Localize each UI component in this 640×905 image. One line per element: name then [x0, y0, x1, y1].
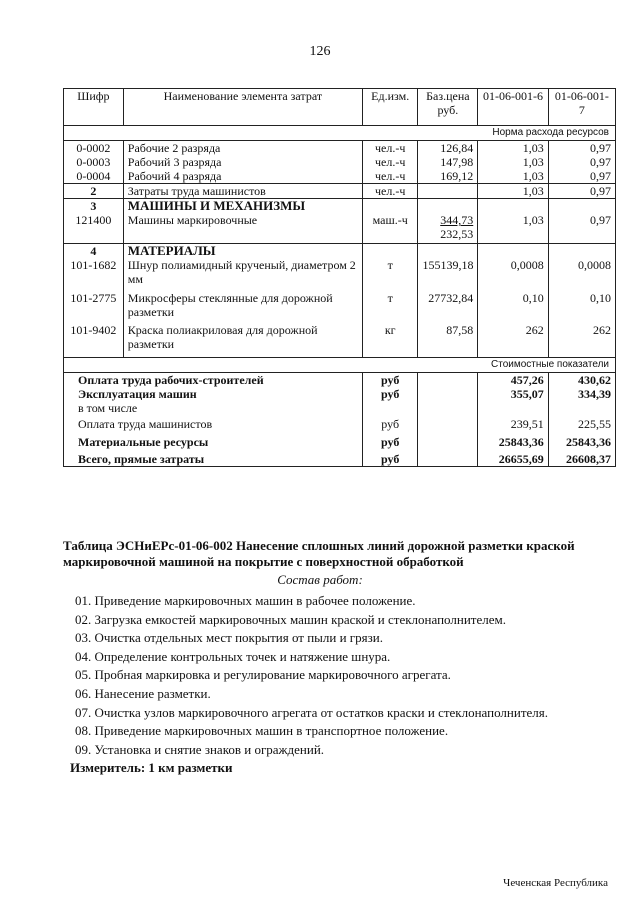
cost-value-a: 239,51: [478, 417, 548, 435]
header-unit: Ед.изм.: [362, 89, 418, 126]
list-item: 05. Пробная маркировка и регулирование маркировочного агрегата.: [75, 667, 451, 683]
cost-value-b: 25843,36: [548, 435, 615, 452]
row-value-b: 0,10: [548, 291, 615, 323]
cost-name: Материальные ресурсы: [64, 435, 363, 452]
row-value-b: 0,97: [548, 213, 615, 244]
row-value-b: 0,97: [548, 169, 615, 184]
norm-label: Норма расхода ресурсов: [64, 126, 616, 141]
table-row: [64, 169, 616, 184]
row-unit: т: [362, 291, 418, 323]
measurement-unit: Измеритель: 1 км разметки: [70, 760, 233, 775]
section-title: МАШИНЫ И МЕХАНИЗМЫ: [123, 199, 362, 214]
row-price: [418, 213, 478, 244]
works-title: Состав работ:: [277, 572, 363, 587]
row-code: 0-0002: [64, 141, 124, 156]
cost-row: [64, 373, 616, 388]
row-value-a: 1,03: [478, 213, 548, 244]
header-col-a: 01-06-001-6: [478, 89, 548, 126]
machine-row: [64, 213, 616, 244]
cost-including: в том числе: [64, 401, 363, 417]
resource-table: [63, 88, 616, 467]
row-price-secondary: 232,53: [440, 227, 474, 241]
cost-name: Эксплуатация машин: [64, 387, 363, 401]
cost-including-row: [64, 401, 616, 417]
list-item: 02. Загрузка емкостей маркировочных машин краской и стеклонаполнителем.: [75, 611, 506, 627]
header-col-b: 01-06-001-7: [548, 89, 615, 126]
header-base-price: Баз.цена руб.: [418, 89, 478, 126]
cost-name: Всего, прямые затраты: [64, 452, 363, 467]
row-value-a: 0,10: [478, 291, 548, 323]
cost-unit: руб: [362, 373, 418, 388]
cost-value-b: 225,55: [548, 417, 615, 435]
row-code: 0-0003: [64, 155, 124, 169]
cost-value-a: 457,26: [478, 373, 548, 388]
row-name: Рабочий 4 разряда: [123, 169, 362, 184]
row-code: 121400: [64, 213, 124, 244]
row-name: Микросферы стеклянные для дорожной разметки: [123, 291, 362, 323]
list-item: 08. Приведение маркировочных машин в транспортное положение.: [75, 723, 449, 739]
cost-total-row: [64, 452, 616, 467]
row-name: Рабочие 2 разряда: [123, 141, 362, 156]
cost-value-a: 355,07: [478, 387, 548, 401]
row-unit: чел.-ч: [362, 169, 418, 184]
row-price: 155139,18: [418, 258, 478, 291]
row-value-a: 262: [478, 323, 548, 358]
cost-row: [64, 387, 616, 401]
row-value-b: 0,97: [548, 155, 615, 169]
cost-value-b: 334,39: [548, 387, 615, 401]
row-name: Рабочий 3 разряда: [123, 155, 362, 169]
cost-unit: руб: [362, 435, 418, 452]
row-code: 2: [64, 184, 124, 199]
list-item: 06. Нанесение разметки.: [75, 685, 211, 701]
table-row: [64, 141, 616, 156]
header-name: Наименование элемента затрат: [123, 89, 362, 126]
cost-unit: руб: [362, 387, 418, 401]
list-item: 04. Определение контрольных точек и натяжение шнура.: [75, 648, 391, 664]
cost-unit: руб: [362, 452, 418, 467]
row-value-a: 1,03: [478, 141, 548, 156]
row-price-main: 344,73: [440, 213, 474, 227]
cost-row: [64, 435, 616, 452]
row-unit: т: [362, 258, 418, 291]
row-price: 27732,84: [418, 291, 478, 323]
row-value-a: 1,03: [478, 184, 548, 199]
header-code: Шифр: [64, 89, 124, 126]
row-unit: маш.-ч: [362, 213, 418, 244]
cost-value-a: 26655,69: [478, 452, 548, 467]
row-price: 147,98: [418, 155, 478, 169]
table-title: Таблица ЭСНиЕРс-01-06-002 Нанесение сплошных линий дорожной разметки краской маркировочной машиной на покрытие с поверхностной обработкой: [63, 538, 575, 569]
row-unit: чел.-ч: [362, 141, 418, 156]
table-row: [64, 155, 616, 169]
section-code: 3: [64, 199, 124, 214]
list-item: 07. Очистка узлов маркировочного агрегата от остатков краски и стеклонаполнителя.: [75, 704, 549, 720]
row-price: 169,12: [418, 169, 478, 184]
page-number: 126: [309, 44, 331, 59]
list-item: 09. Установка и снятие знаков и ограждений.: [75, 741, 325, 757]
row-value-a: 1,03: [478, 155, 548, 169]
row-name: Шнур полиамидный крученый, диаметром 2 мм: [123, 258, 362, 291]
row-value-b: 0,0008: [548, 258, 615, 291]
table-row: [64, 258, 616, 291]
row-code: 101-2775: [64, 291, 124, 323]
footer-region: Чеченская Республика: [503, 877, 608, 889]
cost-value-b: 26608,37: [548, 452, 615, 467]
table-row: [64, 323, 616, 358]
row-value-b: 262: [548, 323, 615, 358]
machinist-row: [64, 184, 616, 199]
row-value-a: 1,03: [478, 169, 548, 184]
row-value-a: 0,0008: [478, 258, 548, 291]
section-title: МАТЕРИАЛЫ: [123, 244, 362, 259]
row-unit: чел.-ч: [362, 155, 418, 169]
row-price: 87,58: [418, 323, 478, 358]
cost-label-row: [64, 358, 616, 373]
row-code: 101-1682: [64, 258, 124, 291]
cost-row: [64, 417, 616, 435]
section-code: 4: [64, 244, 124, 259]
works-list: [75, 592, 548, 759]
norm-label-row: [64, 126, 616, 141]
row-code: 0-0004: [64, 169, 124, 184]
cost-name: Оплата труда рабочих-строителей: [64, 373, 363, 388]
row-value-b: 0,97: [548, 184, 615, 199]
table-row: [64, 291, 616, 323]
cost-unit: руб: [362, 417, 418, 435]
row-value-b: 0,97: [548, 141, 615, 156]
row-price: 126,84: [418, 141, 478, 156]
row-name: Краска полиакриловая для дорожной разметки: [123, 323, 362, 358]
list-item: 01. Приведение маркировочных машин в рабочее положение.: [75, 593, 416, 608]
cost-name: Оплата труда машинистов: [64, 417, 363, 435]
section-row-machines: [64, 199, 616, 214]
table-header-row: [64, 89, 616, 126]
row-code: 101-9402: [64, 323, 124, 358]
row-name: Затраты труда машинистов: [123, 184, 362, 199]
row-name: Машины маркировочные: [123, 213, 362, 244]
cost-value-a: 25843,36: [478, 435, 548, 452]
row-unit: чел.-ч: [362, 184, 418, 199]
cost-value-b: 430,62: [548, 373, 615, 388]
section-row-materials: [64, 244, 616, 259]
row-unit: кг: [362, 323, 418, 358]
list-item: 03. Очистка отдельных мест покрытия от пыли и грязи.: [75, 630, 383, 646]
cost-label: Стоимостные показатели: [64, 358, 616, 373]
